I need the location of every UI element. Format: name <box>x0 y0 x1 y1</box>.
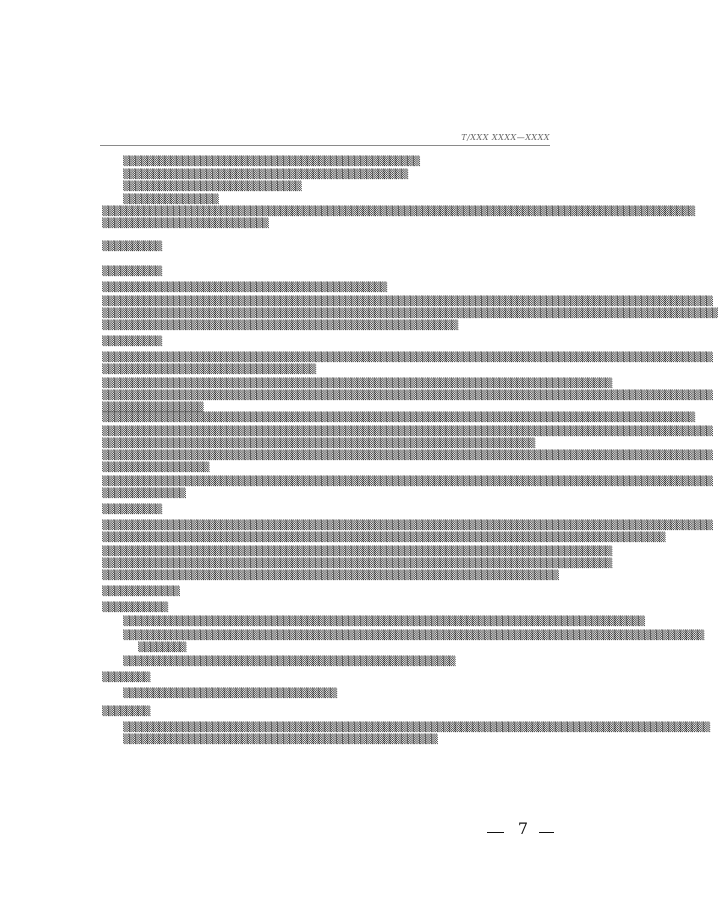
text-block: ▒▒▒▒▒▒▒▒▒▒▒▒▒▒▒▒▒▒▒▒▒▒▒▒▒▒▒▒▒▒▒▒▒▒▒▒▒▒▒▒▒▒▒▒▒▒▒▒▒▒▒▒▒▒▒▒▒▒▒▒▒▒▒▒▒▒▒▒▒▒▒▒▒▒▒▒▒▒▒▒▒▒▒▒▒▒ <box>102 559 612 569</box>
text-block: ▒▒▒▒▒▒▒▒▒▒ <box>102 267 162 277</box>
text-block: ▒▒▒▒▒▒▒▒▒▒▒ <box>102 603 168 613</box>
text-block: ▒▒▒▒▒▒▒▒▒▒▒▒▒▒▒▒▒▒▒▒▒▒▒▒▒▒▒▒▒▒▒▒▒▒▒▒ <box>123 689 337 699</box>
text-block: ▒▒▒▒▒▒▒▒▒▒▒▒▒▒▒▒▒▒▒▒▒▒▒▒▒▒▒▒▒▒▒▒▒▒▒▒▒▒▒▒▒▒▒▒▒▒▒▒▒▒▒▒▒▒▒▒▒▒▒▒▒▒▒▒▒▒▒▒▒▒▒▒▒▒▒▒▒▒▒▒▒▒▒▒▒▒▒▒▒▒▒▒▒▒▒▒▒▒▒▒▒▒▒ <box>102 477 712 487</box>
text-block: ▒▒▒▒▒▒▒▒▒▒ <box>102 242 162 252</box>
text-block: ▒▒▒▒▒▒▒▒▒▒▒▒▒▒▒▒▒ <box>102 403 203 413</box>
text-block: ▒▒▒▒▒▒▒▒▒▒▒▒▒▒▒▒▒▒▒▒▒▒▒▒▒▒▒▒ <box>102 219 268 229</box>
page-number: 7 <box>517 819 529 838</box>
page-number-dash-left <box>487 832 504 833</box>
text-block: ▒▒▒▒▒▒▒▒▒▒▒▒▒▒▒▒ <box>123 195 218 205</box>
text-block: ▒▒▒▒▒▒▒▒▒▒ <box>102 505 162 515</box>
text-block: ▒▒▒▒▒▒▒▒▒▒▒▒▒▒▒▒▒▒▒▒▒▒▒▒▒▒▒▒▒▒▒▒▒▒▒▒▒▒▒▒▒▒▒▒▒▒▒▒▒▒▒▒▒▒▒▒▒▒▒▒▒▒▒▒▒▒▒▒▒▒▒▒▒▒▒▒▒▒▒▒▒▒▒▒▒▒▒▒▒▒▒▒▒▒▒▒▒▒▒▒▒▒▒▒ <box>102 309 718 319</box>
text-block: ▒▒▒▒▒▒▒▒▒▒▒▒▒▒▒▒▒▒▒▒▒▒▒▒▒▒▒▒▒▒▒▒▒▒▒▒▒▒▒▒▒▒▒▒▒▒▒▒▒▒▒▒▒▒▒▒▒▒▒▒▒▒▒▒▒▒▒▒▒▒▒▒▒ <box>102 439 535 449</box>
page-number-dash-right <box>539 832 554 833</box>
text-block: ▒▒▒▒▒▒▒▒ <box>102 707 150 717</box>
text-block: ▒▒▒▒▒▒▒▒▒▒▒▒▒▒▒▒▒▒▒▒▒▒▒▒▒▒▒▒▒▒▒▒▒▒▒▒▒▒▒▒▒▒▒▒▒▒▒▒ <box>123 170 408 180</box>
text-block: ▒▒▒▒▒▒▒▒▒▒▒▒▒▒ <box>102 489 185 499</box>
text-block: ▒▒▒▒▒▒▒▒▒▒▒▒▒▒▒▒▒▒▒▒▒▒▒▒▒▒▒▒▒▒▒▒▒▒▒▒▒▒▒▒▒▒▒▒▒▒▒▒▒▒▒▒▒▒▒▒▒▒▒▒▒▒▒▒▒▒▒▒▒▒▒▒▒▒▒▒▒▒▒▒▒▒▒▒▒▒▒▒▒▒▒▒▒▒▒▒▒▒▒▒ <box>102 207 695 217</box>
text-block: ▒▒▒▒▒▒▒▒▒▒▒▒▒▒▒▒▒▒▒▒▒▒▒▒▒▒▒▒▒▒▒▒▒▒▒▒▒▒▒▒▒▒▒▒▒▒▒▒▒▒ <box>123 157 420 167</box>
text-block: ▒▒▒▒▒▒▒▒▒▒▒▒▒▒▒▒▒▒▒▒▒▒▒▒▒▒▒▒▒▒▒▒▒▒▒▒▒▒▒▒▒▒▒▒▒▒▒▒▒▒▒▒▒▒▒▒ <box>123 657 455 667</box>
text-block: ▒▒▒▒▒▒▒▒▒▒▒▒▒▒▒▒▒▒▒▒▒▒▒▒▒▒▒▒▒▒▒▒▒▒▒▒▒▒▒▒▒▒▒▒▒▒▒▒▒▒▒▒▒▒▒▒▒▒▒▒ <box>102 321 458 331</box>
text-block: ▒▒▒▒▒▒▒▒▒▒▒▒▒▒▒▒▒▒▒▒▒▒▒▒▒▒▒▒▒▒▒▒▒▒▒▒▒▒▒▒▒▒▒▒▒▒▒▒ <box>102 283 387 293</box>
text-block: ▒▒▒▒▒▒▒▒▒▒▒▒▒▒▒▒▒▒▒▒▒▒▒▒▒▒▒▒▒▒▒▒▒▒▒▒▒▒▒▒▒▒▒▒▒▒▒▒▒▒▒▒▒▒▒▒▒▒▒▒▒▒▒▒▒▒▒▒▒▒▒▒▒▒▒▒▒▒▒▒▒▒▒▒▒▒▒▒▒▒▒▒▒▒▒▒▒▒▒▒▒▒▒ <box>102 391 712 401</box>
text-block: ▒▒▒▒▒▒▒▒▒▒▒▒▒▒▒▒▒▒▒▒▒▒▒▒▒▒▒▒▒▒▒▒▒▒▒▒▒▒▒▒▒▒▒▒▒▒▒▒▒▒▒▒▒▒▒▒▒▒▒▒▒▒▒▒▒▒▒▒▒▒▒▒▒▒▒▒▒▒▒▒▒▒▒▒▒▒▒▒ <box>123 617 645 627</box>
text-block: ▒▒▒▒▒▒▒▒▒▒▒▒▒▒▒▒▒▒▒▒▒▒▒▒▒▒▒▒▒▒▒▒▒▒▒▒▒▒▒▒▒▒▒▒▒▒▒▒▒▒▒▒▒▒▒▒▒▒▒▒▒▒▒▒▒▒▒▒▒▒▒▒▒▒▒▒▒ <box>102 571 558 581</box>
text-block: ▒▒▒▒▒▒▒▒▒▒▒▒▒▒▒▒▒▒▒▒▒▒▒▒▒▒▒▒▒▒▒▒▒▒▒▒ <box>102 365 316 375</box>
text-block: ▒▒▒▒▒▒▒▒▒▒▒▒▒▒▒▒▒▒▒▒▒▒▒▒▒▒▒▒▒▒▒▒▒▒▒▒▒▒▒▒▒▒▒▒▒▒▒▒▒▒▒▒▒▒▒▒▒▒▒▒▒▒▒▒▒▒▒▒▒▒▒▒▒▒▒▒▒▒▒▒▒▒▒▒▒▒▒▒▒▒▒▒▒▒▒▒▒▒▒▒▒▒▒ <box>102 353 712 363</box>
text-block: ▒▒▒▒▒▒▒▒▒▒▒▒▒ <box>102 587 179 597</box>
text-block: ▒▒▒▒▒▒▒▒▒▒▒▒▒▒▒▒▒▒▒▒▒▒▒▒▒▒▒▒▒▒▒▒▒▒▒▒▒▒▒▒▒▒▒▒▒▒▒▒▒▒▒▒▒▒▒▒▒▒▒▒▒▒▒▒▒▒▒▒▒▒▒▒▒▒▒▒▒▒▒▒▒▒▒▒▒▒▒▒▒▒▒▒▒▒▒▒▒▒▒▒▒▒▒ <box>102 521 712 531</box>
text-block: ▒▒▒▒▒▒▒▒▒▒▒▒▒▒▒▒▒▒▒▒▒▒▒▒▒▒▒▒▒▒▒▒▒▒▒▒▒▒▒▒▒▒▒▒▒▒▒▒▒▒▒▒▒▒▒▒▒▒▒▒▒▒▒▒▒▒▒▒▒▒▒▒▒▒▒▒▒▒▒▒▒▒▒▒▒▒▒▒▒▒▒▒▒▒▒▒▒▒▒▒▒▒▒ <box>102 451 712 461</box>
text-block: ▒▒▒▒▒▒▒▒▒▒▒▒▒▒▒▒▒▒▒▒▒▒▒▒▒▒▒▒▒▒▒▒▒▒▒▒▒▒▒▒▒▒▒▒▒▒▒▒▒▒▒▒▒▒▒▒▒▒▒▒▒▒▒▒▒▒▒▒▒▒▒▒▒▒▒▒▒▒▒▒▒▒▒▒▒▒ <box>102 547 612 557</box>
text-block: ▒▒▒▒▒▒▒▒▒▒▒▒▒▒▒▒▒▒▒▒▒▒▒▒▒▒▒▒▒▒▒▒▒▒▒▒▒▒▒▒▒▒▒▒▒▒▒▒▒▒▒▒▒▒▒▒▒▒▒▒▒▒▒▒▒▒▒▒▒▒▒▒▒▒▒▒▒▒▒▒▒▒▒▒▒▒ <box>102 379 612 389</box>
text-block: ▒▒▒▒▒▒▒▒▒▒ <box>102 337 162 347</box>
text-block: ▒▒▒▒▒▒▒▒▒▒▒▒▒▒▒▒▒▒▒▒▒▒▒▒▒▒▒▒▒▒▒▒▒▒▒▒▒▒▒▒▒▒▒▒▒▒▒▒▒▒▒▒▒▒▒▒▒▒▒▒▒▒▒▒▒▒▒▒▒▒▒▒▒▒▒▒▒▒▒▒▒▒▒▒▒▒▒▒▒▒▒▒▒▒▒▒▒▒▒▒ <box>102 413 695 423</box>
text-block: ▒▒▒▒▒▒▒▒▒▒▒▒▒▒▒▒▒▒▒▒▒▒▒▒▒▒▒▒▒▒▒▒▒▒▒▒▒▒▒▒▒▒▒▒▒▒▒▒▒▒▒▒▒▒▒▒▒▒▒▒▒▒▒▒▒▒▒▒▒▒▒▒▒▒▒▒▒▒▒▒▒▒▒▒▒▒▒▒▒▒▒▒▒▒▒▒▒▒▒ <box>123 723 710 733</box>
text-block: ▒▒▒▒▒▒▒▒▒▒▒▒▒▒▒▒▒▒▒▒▒▒▒▒▒▒▒▒▒▒▒▒▒▒▒▒▒▒▒▒▒▒▒▒▒▒▒▒▒▒▒▒▒▒▒▒▒▒▒▒▒▒▒▒▒▒▒▒▒▒▒▒▒▒▒▒▒▒▒▒▒▒▒▒▒▒▒▒▒▒▒▒▒▒▒▒▒▒ <box>123 631 704 641</box>
header-divider <box>100 145 550 146</box>
text-block: ▒▒▒▒▒▒▒▒▒▒▒▒▒▒▒▒▒▒ <box>102 463 209 473</box>
text-block: ▒▒▒▒▒▒▒▒▒▒▒▒▒▒▒▒▒▒▒▒▒▒▒▒▒▒▒▒▒▒ <box>123 182 301 192</box>
text-block: ▒▒▒▒▒▒▒▒▒▒▒▒▒▒▒▒▒▒▒▒▒▒▒▒▒▒▒▒▒▒▒▒▒▒▒▒▒▒▒▒▒▒▒▒▒▒▒▒▒▒▒▒▒ <box>123 735 437 745</box>
text-block: ▒▒▒▒▒▒▒▒▒▒▒▒▒▒▒▒▒▒▒▒▒▒▒▒▒▒▒▒▒▒▒▒▒▒▒▒▒▒▒▒▒▒▒▒▒▒▒▒▒▒▒▒▒▒▒▒▒▒▒▒▒▒▒▒▒▒▒▒▒▒▒▒▒▒▒▒▒▒▒▒▒▒▒▒▒▒▒▒▒▒▒▒▒▒▒▒▒▒▒▒▒▒▒ <box>102 297 712 307</box>
text-block: ▒▒▒▒▒▒▒▒ <box>102 673 150 683</box>
text-block: ▒▒▒▒▒▒▒▒▒▒▒▒▒▒▒▒▒▒▒▒▒▒▒▒▒▒▒▒▒▒▒▒▒▒▒▒▒▒▒▒▒▒▒▒▒▒▒▒▒▒▒▒▒▒▒▒▒▒▒▒▒▒▒▒▒▒▒▒▒▒▒▒▒▒▒▒▒▒▒▒▒▒▒▒▒▒▒▒▒▒▒▒▒▒▒▒▒▒▒▒▒▒▒ <box>102 427 712 437</box>
text-block: ▒▒▒▒▒▒▒▒ <box>138 643 186 653</box>
document-code: T/XXX XXXX—XXXX <box>461 133 550 142</box>
text-block: ▒▒▒▒▒▒▒▒▒▒▒▒▒▒▒▒▒▒▒▒▒▒▒▒▒▒▒▒▒▒▒▒▒▒▒▒▒▒▒▒▒▒▒▒▒▒▒▒▒▒▒▒▒▒▒▒▒▒▒▒▒▒▒▒▒▒▒▒▒▒▒▒▒▒▒▒▒▒▒▒▒▒▒▒▒▒▒▒▒▒▒▒▒▒▒ <box>102 533 665 543</box>
